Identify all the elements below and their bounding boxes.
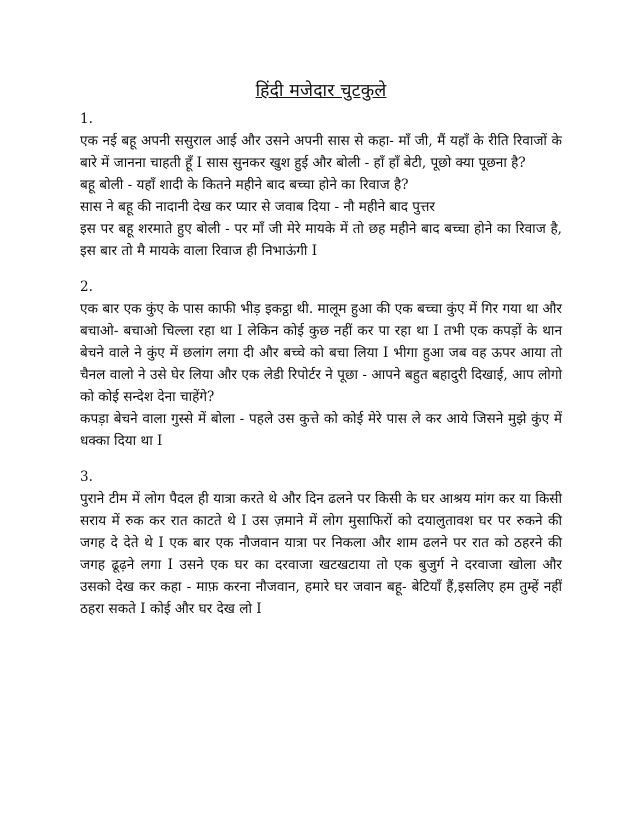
document-title: हिंदी मजेदार चुटकुले [255, 81, 387, 101]
joke-paragraph: एक बार एक कुंए के पास काफी भीड़ इकट्ठा थी. मालूम हुआ की एक बच्चा कुंए में गिर गया था और बचाओ- बचाओ चिल्ला रहा था I लेकिन कोई कुछ नहीं कर पा रहा था I तभी एक कपड़ों के थान बेचने वाले ने कुंए में छलांग लगा दी और बच्चे को बचा लिया I भीगा हुआ जब वह ऊपर आया तो चैनल वालो ने उसे घेर लिया और एक लेडी रिपोर्टर ने पूछा - आपने बहुत बहादुरी दिखाई, आप लोगो को कोई सन्देश देना चाहेंगे? [80, 301, 562, 405]
joke-paragraph: कपड़ा बेचने वाला गुस्से में बोला - पहले उस कुत्ते को कोई मेरे पास ले कर आये जिसने मुझे कुंए में धक्का दिया था I [80, 411, 562, 449]
joke-2 [80, 276, 562, 452]
joke-1 [80, 108, 562, 262]
joke-paragraph: बहू बोली - यहाँ शादी के कितने महीने बाद बच्चा होने का रिवाज है? [80, 177, 409, 193]
joke-number: 1. [80, 111, 93, 127]
joke-paragraph: पुराने टीम में लोग पैदल ही यात्रा करते थे और दिन ढलने पर किसी के घर आश्रय मांग कर या किसी सराय में रुक कर रात काटते थे I उस ज़माने में लोग मुसाफिरों को दयालुतावश घर पर रुकने की जगह दे देते थे I एक बार एक नौजवान यात्रा पर निकला और शाम ढलने पर रात को ठहरने की जगह ढूढ़ने लगा I उसने एक घर का दरवाजा खटखटाया तो एक बुजुर्ग ने दरवाजा खोला और उसको देख कर कहा - माफ़ करना नौजवान, हमारे घर जवान बहू- बेटियाँ हैं,इसलिए हम तुम्हें नहीं ठहरा सकते I कोई और घर देख लो I [80, 491, 562, 617]
joke-paragraph: सास ने बहू की नादानी देख कर प्यार से जवाब दिया - नौ महीने बाद पुत्तर [80, 199, 435, 215]
joke-number: 3. [80, 469, 93, 485]
joke-3 [80, 466, 562, 620]
joke-paragraph: एक नई बहू अपनी ससुराल आई और उसने अपनी सास से कहा- माँ जी, मैं यहाँ के रीति रिवाजों के बारे में जानना चाहती हूँ I सास सुनकर खुश हुई और बोली - हाँ हाँ बेटी, पूछो क्या पूछना है? [80, 133, 562, 171]
joke-number: 2. [80, 279, 93, 295]
joke-paragraph: इस पर बहू शरमाते हुए बोली - पर माँ जी मेरे मायके में तो छह महीने बाद बच्चा होने का रिवाज है, इस बार तो मै मायके वाला रिवाज ही निभाऊंगी I [80, 221, 562, 259]
